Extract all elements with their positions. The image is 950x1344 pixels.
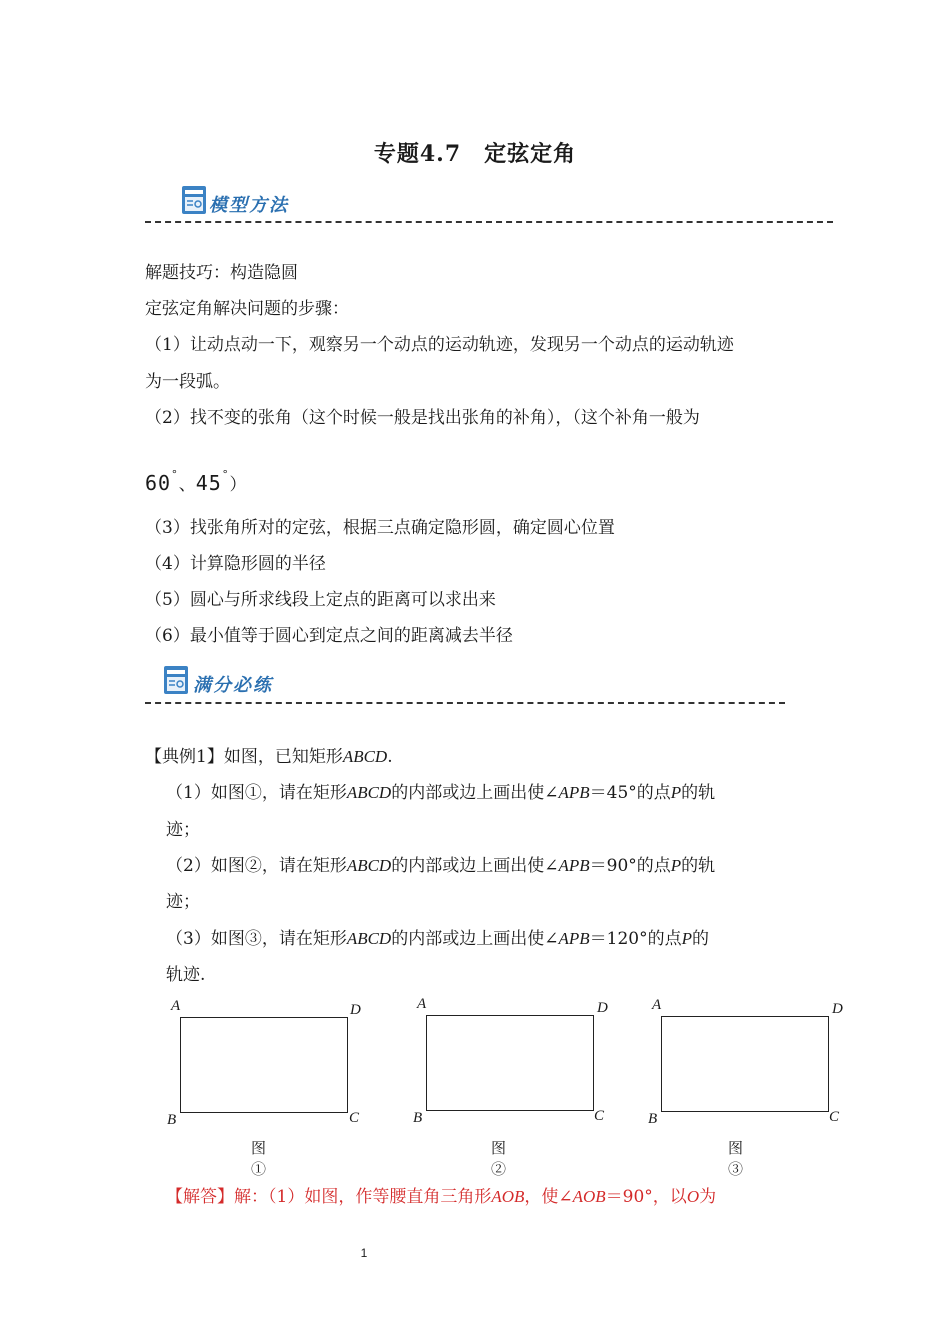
- page-number: 1: [360, 1246, 368, 1260]
- vertex-a-label: A: [652, 997, 662, 1013]
- rectangle-abcd: [180, 1017, 348, 1113]
- angle-separator: 、: [178, 475, 196, 495]
- method-step2-angles: [145, 465, 246, 495]
- angle-45: 45°: [195, 468, 230, 495]
- rectangle-abcd: [426, 1015, 594, 1111]
- vertex-b-label: B: [648, 1111, 658, 1127]
- document-icon: [163, 665, 189, 695]
- vertex-b-label: B: [413, 1110, 423, 1126]
- method-step2-line1: （2）找不变的张角（这个时候一般是找出张角的补角），（这个补角一般为: [145, 408, 700, 428]
- angle-60: 60°: [145, 468, 179, 495]
- section-header-model-method: [145, 185, 835, 225]
- method-step6: （6）最小值等于圆心到定点之间的距离减去半径: [145, 626, 513, 646]
- vertex-c-label: C: [829, 1109, 840, 1125]
- question-2-line1: （2）如图②，请在矩形ABCD的内部或边上画出使∠APB＝90°的点P的轨: [166, 856, 716, 876]
- section-divider: [145, 221, 833, 223]
- vertex-b-label: B: [167, 1112, 177, 1128]
- method-step1-line2: 为一段弧。: [145, 372, 230, 392]
- page-title: 专题4.7 定弦定角: [373, 141, 577, 167]
- method-steps-intro: 定弦定角解决问题的步骤：: [145, 299, 349, 319]
- question-1-line1: （1）如图①，请在矩形ABCD的内部或边上画出使∠APB＝45°的点P的轨: [166, 783, 716, 803]
- question-3-line2: 轨迹.: [166, 965, 206, 985]
- example-intro: 【典例1】如图，已知矩形ABCD.: [145, 747, 393, 767]
- method-step4: （4）计算隐形圆的半径: [145, 554, 326, 574]
- vertex-d-label: D: [350, 1002, 361, 1018]
- vertex-c-label: C: [594, 1108, 605, 1124]
- question-1-line2: 迹；: [166, 820, 200, 840]
- vertex-d-label: D: [832, 1001, 843, 1017]
- rectangle-abcd: [661, 1016, 829, 1112]
- vertex-a-label: A: [171, 998, 181, 1014]
- document-icon: [181, 185, 207, 215]
- figure-caption: 图①: [251, 1139, 267, 1178]
- question-2-line2: 迹；: [166, 892, 200, 912]
- section-title-model-method: 模型方法: [209, 195, 289, 216]
- vertex-d-label: D: [597, 1000, 608, 1016]
- section-title-full-score: 满分必练: [193, 675, 273, 696]
- method-step5: （5）圆心与所求线段上定点的距离可以求出来: [145, 590, 496, 610]
- vertex-a-label: A: [417, 996, 427, 1012]
- section-divider: [145, 702, 785, 704]
- method-step1-line1: （1）让动点动一下，观察另一个动点的运动轨迹，发现另一个动点的运动轨迹: [145, 335, 734, 355]
- figure-caption: 图③: [728, 1139, 744, 1178]
- figure-caption: 图②: [491, 1139, 507, 1178]
- question-3-line1: （3）如图③，请在矩形ABCD的内部或边上画出使∠APB＝120°的点P的: [166, 929, 709, 949]
- angle-close: ）: [229, 475, 247, 495]
- vertex-c-label: C: [349, 1110, 360, 1126]
- method-tip: 解题技巧：构造隐圆: [145, 263, 298, 283]
- method-step3: （3）找张角所对的定弦，根据三点确定隐形圆，确定圆心位置: [145, 518, 615, 538]
- section-header-full-score: [145, 665, 790, 705]
- answer-line1: 【解答】解：（1）如图，作等腰直角三角形AOB，使∠AOB＝90°，以O为: [166, 1187, 717, 1207]
